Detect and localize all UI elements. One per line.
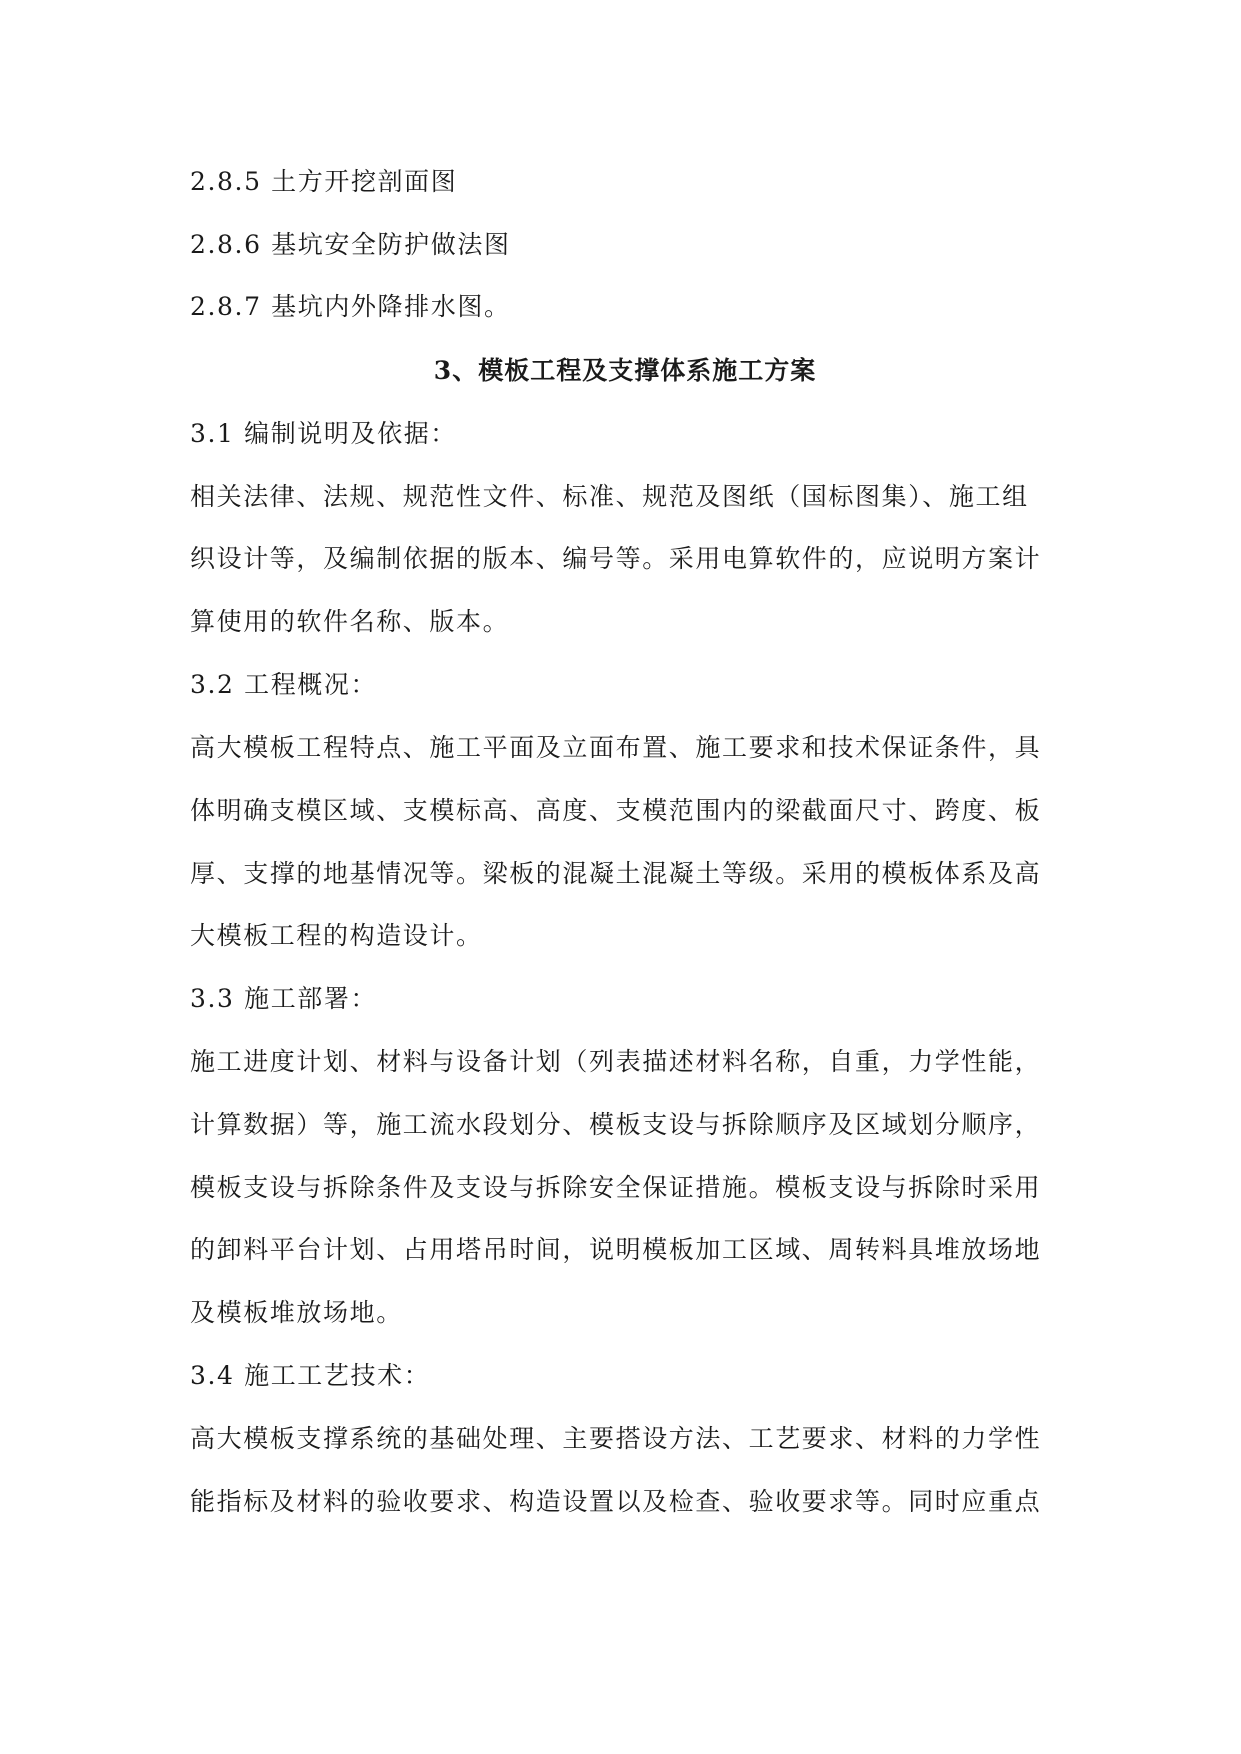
paragraph-line: 相关法律、法规、规范性文件、标准、规范及图纸（国标图集）、施工组 [190,482,1029,511]
paragraph-line: 高大模板支撑系统的基础处理、主要搭设方法、工艺要求、材料的力学性 [190,1424,1042,1453]
paragraph-line: 高大模板工程特点、施工平面及立面布置、施工要求和技术保证条件，具 [190,733,1042,762]
paragraph-line: 的卸料平台计划、占用塔吊时间，说明模板加工区域、周转料具堆放场地 [190,1235,1042,1264]
paragraph-line: 体明确支模区域、支模标高、高度、支模范围内的梁截面尺寸、跨度、板 [190,796,1042,825]
paragraph-line: 模板支设与拆除条件及支设与拆除安全保证措施。模板支设与拆除时采用 [190,1173,1042,1202]
paragraph-line: 算使用的软件名称、版本。 [190,607,510,636]
paragraph-line: 能指标及材料的验收要求、构造设置以及检查、验收要求等。同时应重点 [190,1487,1042,1516]
subsection-heading: 3.1 编制说明及依据： [190,419,457,448]
subsection-heading: 3.2 工程概况： [190,670,378,699]
list-item: 2.8.6 基坑安全防护做法图 [190,230,511,259]
paragraph-line: 及模板堆放场地。 [190,1298,403,1327]
paragraph-line: 大模板工程的构造设计。 [190,921,483,950]
subsection-heading: 3.3 施工部署： [190,984,378,1013]
section-title: 3、模板工程及支撑体系施工方案 [433,356,817,385]
subsection-heading: 3.4 施工工艺技术： [190,1361,431,1390]
paragraph-line: 计算数据）等，施工流水段划分、模板支设与拆除顺序及区域划分顺序， [190,1110,1042,1139]
list-item: 2.8.5 土方开挖剖面图 [190,167,458,196]
paragraph-line: 厚、支撑的地基情况等。梁板的混凝土混凝土等级。采用的模板体系及高 [190,859,1042,888]
list-item: 2.8.7 基坑内外降排水图。 [190,292,511,321]
paragraph-line: 施工进度计划、材料与设备计划（列表描述材料名称，自重，力学性能， [190,1047,1042,1076]
paragraph-line: 织设计等，及编制依据的版本、编号等。采用电算软件的，应说明方案计 [190,544,1042,573]
